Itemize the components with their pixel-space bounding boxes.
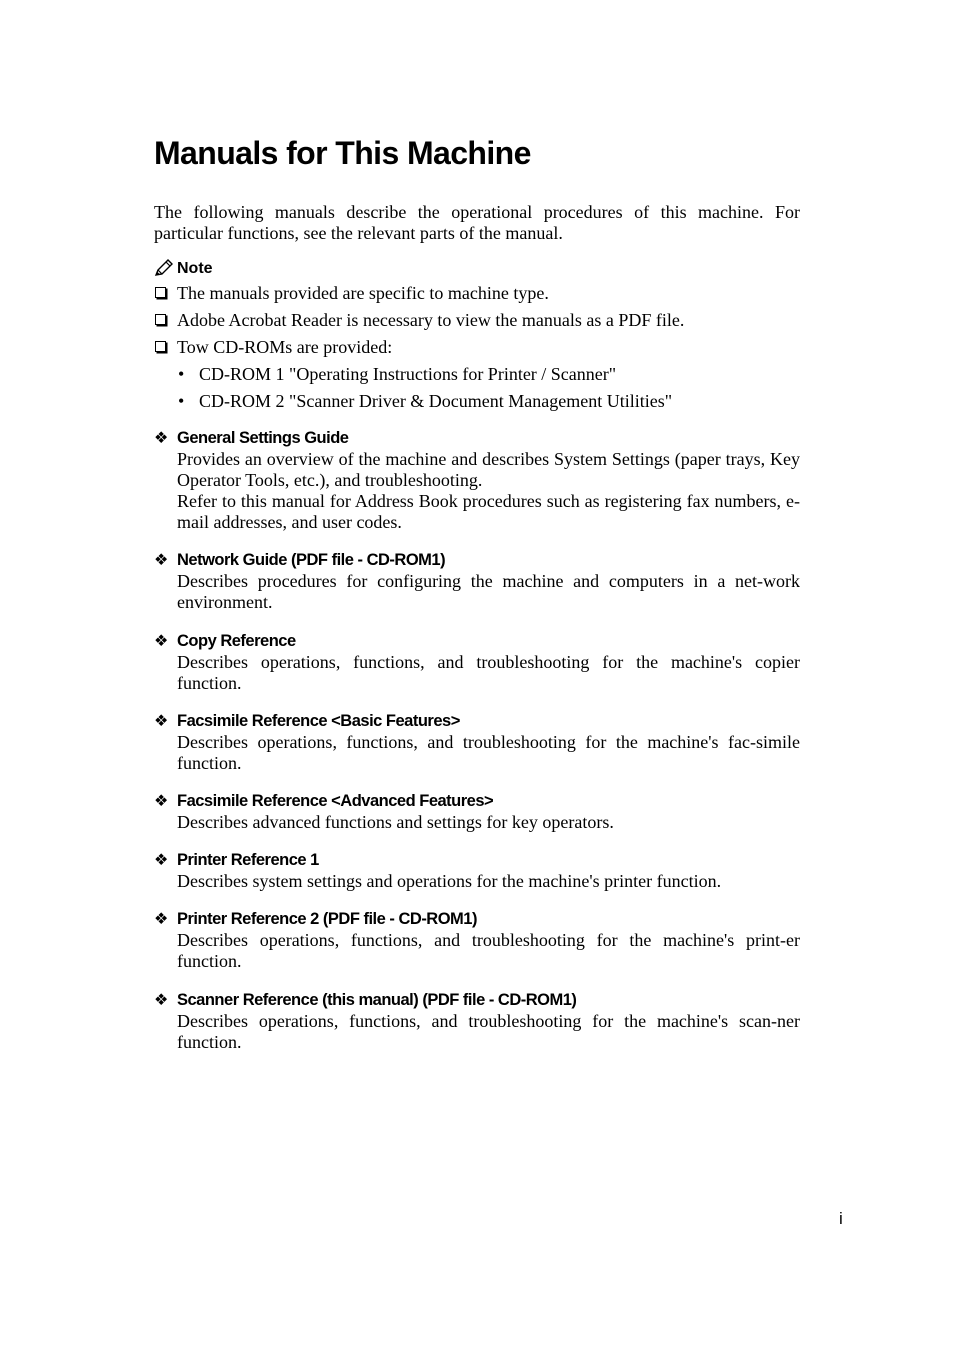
note-item: The manuals provided are specific to machine type. [154, 283, 814, 304]
diamond-bullet-icon: ❖ [154, 631, 169, 650]
section-body: Describes procedures for configuring the machine and computers in a net-work environment. [177, 571, 800, 612]
section-scanner-reference [154, 989, 800, 1053]
section-heading: ❖ Printer Reference 1 [154, 850, 319, 869]
page-title: Manuals for This Machine [154, 135, 531, 171]
intro-paragraph: The following manuals describe the operational procedures of this machine. For particular functions, see the relevant parts of the manual. [154, 202, 800, 243]
page-number: i [839, 1209, 843, 1228]
section-facsimile-basic [154, 710, 800, 774]
diamond-bullet-icon: ❖ [154, 791, 169, 810]
section-body: Describes advanced functions and settings for key operators. [177, 812, 614, 832]
diamond-bullet-icon: ❖ [154, 550, 169, 569]
diamond-bullet-icon: ❖ [154, 711, 169, 730]
section-facsimile-advanced [154, 790, 800, 833]
checkbox-square-icon [155, 341, 166, 352]
section-body: Describes operations, functions, and troubleshooting for the machine's copier function. [177, 652, 800, 693]
section-heading: ❖ Facsimile Reference <Basic Features> [154, 711, 460, 730]
section-body: Describes operations, functions, and troubleshooting for the machine's print-er function. [177, 930, 800, 971]
section-body: Provides an overview of the machine and describes System Settings (paper trays, Key Operator Tools, etc.), and troubleshooting. Refer to this manual for Address Book procedures such as registering fax numbers, e-mail addresses, and user codes. [177, 449, 800, 532]
note-list [154, 283, 814, 411]
section-copy-reference [154, 630, 800, 694]
section-heading: ❖ Copy Reference [154, 631, 296, 650]
section-body: Describes system settings and operations for the machine's printer function. [177, 871, 722, 891]
section-heading: ❖ Scanner Reference (this manual) (PDF file - CD-ROM1) [154, 990, 577, 1009]
section-heading: ❖ General Settings Guide [154, 428, 349, 447]
section-body: Describes operations, functions, and troubleshooting for the machine's fac-simile function. [177, 732, 800, 773]
cd-rom-list [176, 364, 672, 418]
diamond-bullet-icon: ❖ [154, 909, 169, 928]
note-item: Adobe Acrobat Reader is necessary to view the manuals as a PDF file. [154, 310, 814, 331]
section-network-guide [154, 549, 800, 613]
section-printer-reference-1 [154, 849, 800, 892]
section-printer-reference-2 [154, 908, 800, 972]
pencil-icon [154, 259, 174, 277]
diamond-bullet-icon: ❖ [154, 428, 169, 447]
diamond-bullet-icon: ❖ [154, 850, 169, 869]
note-label: Note [177, 260, 213, 277]
diamond-bullet-icon: ❖ [154, 990, 169, 1009]
cd-rom-item: • CD-ROM 1 "Operating Instructions for Printer / Scanner" [178, 364, 617, 384]
section-heading: ❖ Network Guide (PDF file - CD-ROM1) [154, 550, 446, 569]
bullet-icon: • [178, 364, 185, 384]
checkbox-square-icon [155, 287, 166, 298]
section-heading: ❖ Facsimile Reference <Advanced Features> [154, 791, 494, 810]
section-general-settings-guide [154, 427, 800, 533]
cd-rom-item: • CD-ROM 2 "Scanner Driver & Document Management Utilities" [178, 391, 673, 411]
section-body: Describes operations, functions, and troubleshooting for the machine's scan-ner function. [177, 1011, 800, 1052]
bullet-icon: • [178, 391, 185, 411]
section-heading: ❖ Printer Reference 2 (PDF file - CD-ROM1) [154, 909, 477, 928]
checkbox-square-icon [155, 314, 166, 325]
note-item: Tow CD-ROMs are provided: • CD-ROM 1 "Operating Instructions for Printer / Scanner" • CD-ROM 2 "Scanner Driver & Document Management Utilities" [154, 337, 814, 358]
